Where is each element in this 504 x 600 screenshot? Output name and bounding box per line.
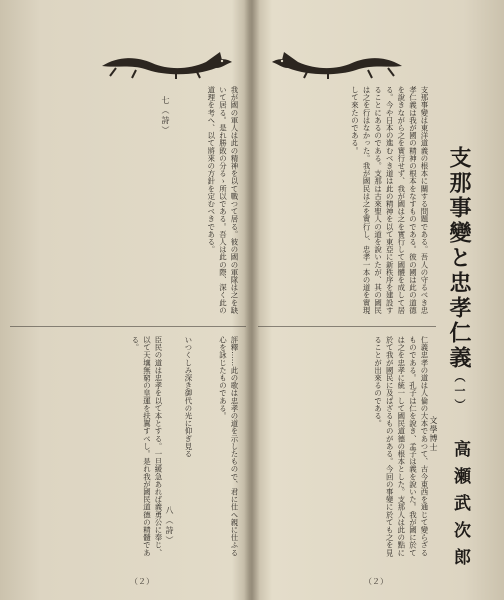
left-page: [0, 0, 250, 600]
article-part: （一）: [453, 371, 466, 413]
author-name-block: [448, 440, 473, 580]
right-lower-text: 仁義忠孝の道は人倫の大本であつて、古今東西を通じて變らざるものである。孔子は仁を說き、孟子は義を說いた。我が國に於ては之を忠孝に統一して國民道德の根本とした。支那人は此の點に於て我が國民に及ばざるものがある。今回の事變に於ても之を見ることが出來るのである。: [373, 336, 429, 557]
left-verse-text: いつくしみ深き御代の光に仰ぎ見る: [184, 336, 193, 458]
right-divider: [258, 326, 436, 327]
right-page: [254, 0, 504, 600]
left-lower-text: 臣民の道は忠孝を以て本とする。一旦緩急あれば義勇公に奉じ、以て天壤無窮の皇運を扶翼すべし。是れ我が國民道德の精髓である。: [130, 336, 163, 557]
left-verse-head: 七（詩）: [161, 96, 170, 136]
right-folio: （２）: [364, 577, 388, 586]
dragon-ornament-left: [96, 46, 236, 82]
dragon-ornament-right: [268, 46, 408, 82]
left-divider: [10, 326, 246, 327]
right-upper-text: 支那事變は東洋道義の根本に關する問題である。吾人の守るべき忠孝仁義は我が國の精神の根本をなすものである。彼の國は此の道德を說きながら之を實行せず、我が國は之を實行して國體を成して居る。今や日本の進むべき道は此の精神を以て東亞に新秩序を建設することにあるのである。支那は古來聖人の道を說いたが、其の國民は之を行はなかった。我が國民は之を實行し、忠孝一本の道を實現して來たのである。: [350, 86, 429, 314]
author-role: 文學博士: [429, 416, 438, 452]
left-upper-text: 我が國の軍人は此の精神を以て戰つて居る。彼の國の軍隊は之を缺いて居る。是れ勝敗の分るゝ所以である。吾人は此の際、深く此の道理を考へ、以て將來の方針を定むべきである。: [206, 86, 239, 314]
article-title-text: 支那事變と忠孝仁義: [446, 146, 472, 371]
article-title: [446, 146, 472, 426]
author-name: 高瀬武次郎: [450, 440, 470, 575]
left-section-head: 八（詩）: [165, 506, 174, 546]
left-note-text: 評釋……此の歌は忠孝の道を示したもので、君に仕へ親に仕ふる心を詠じたものである。: [218, 336, 239, 557]
left-folio: （２）: [130, 577, 154, 586]
author-block: [424, 416, 443, 566]
